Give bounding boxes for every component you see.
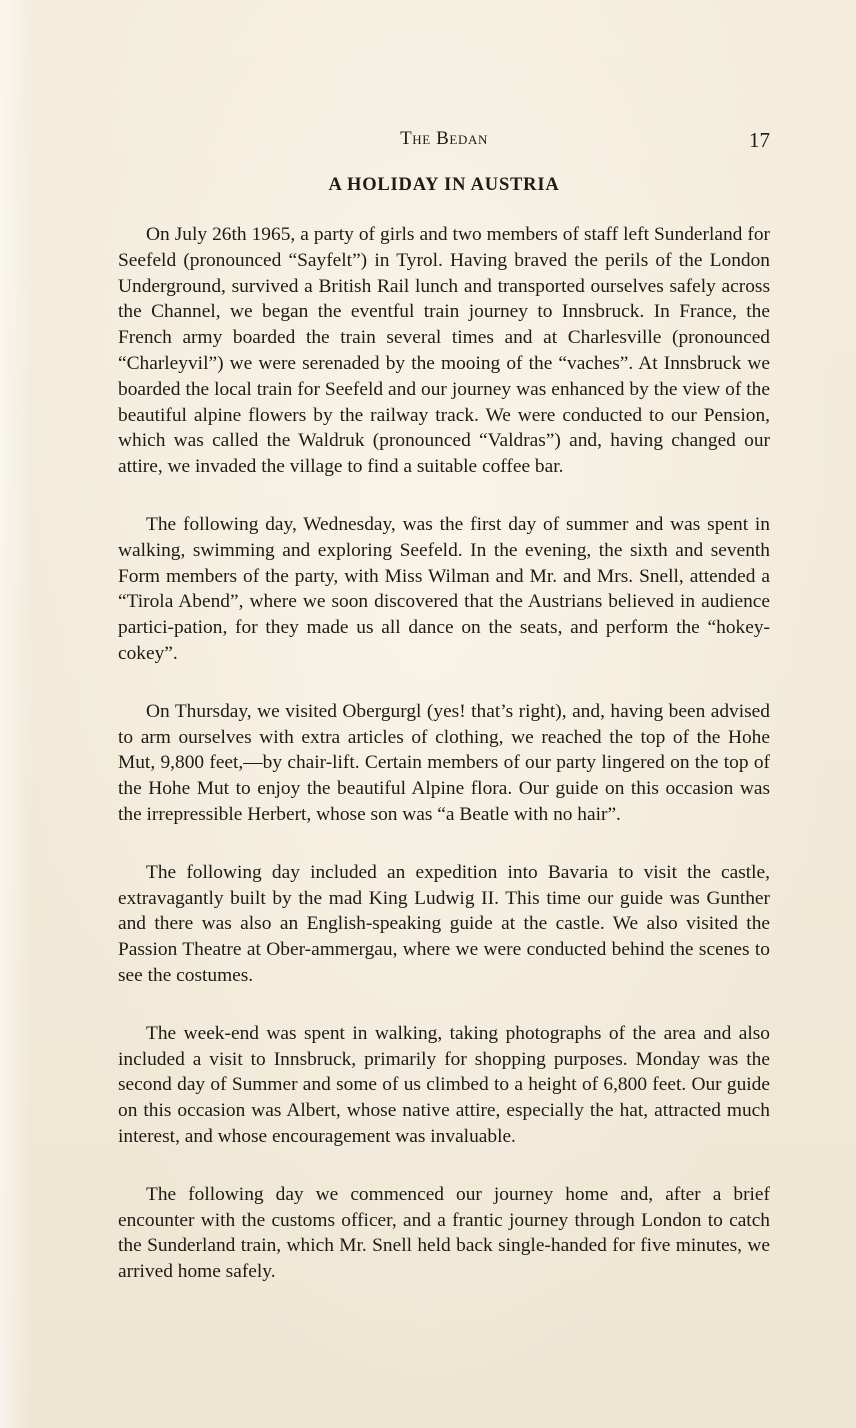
running-head <box>118 128 770 156</box>
paragraph-6: The following day we commenced our journey home and, after a brief encounter with the customs officer, and a frantic journey through London to catch the Sunderland train, which Mr. Snell held back single-handed for five minutes, we arrived home safely. <box>118 1183 770 1283</box>
paragraph-1: On July 26th 1965, a party of girls and two members of staff left Sunderland for Seefeld (pronounced “Sayfelt”) in Tyrol. Having braved the perils of the London Underground, survived a British Rail lunch and transported ourselves safely across the Channel, we began the eventful train journey to Innsbruck. In France, the French army boarded the train several times and at Charlesville (pronounced “Charleyvil”) we were serenaded by the mooing of the “vaches”. At Innsbruck we boarded the local train for Seefeld and our journey was enhanced by the view of the beautiful alpine flowers by the railway track. We were conducted to our Pension, which was called the Waldruk (pronounced “Valdras”) and, having changed our attire, we invaded the village to find a suitable coffee bar. <box>118 224 770 478</box>
running-title: The Bedan <box>400 128 488 149</box>
paragraph-4: The following day included an expedition into Bavaria to visit the castle, extravagantly built by the mad King Ludwig II. This time our guide was Gunther and there was also an English-speaking guide at the castle. We also visited the Passion Theatre at Ober-ammergau, where we were conducted behind the scenes to see the costumes. <box>118 861 770 986</box>
paragraph-2: The following day, Wednesday, was the first day of summer and was spent in walking, swimming and exploring Seefeld. In the evening, the sixth and seventh Form members of the party, with Miss Wilman and Mr. and Mrs. Snell, attended a “Tirola Abend”, where we soon discovered that the Austrians believed in audience partici-pation, for they made us all dance on the seats, and perform the “hokey-cokey”. <box>118 513 770 664</box>
page-edge <box>0 0 34 1428</box>
paragraph-3: On Thursday, we visited Obergurgl (yes! that’s right), and, having been advised to arm ourselves with extra articles of clothing, we reached the top of the Hohe Mut, 9,800 feet,—by chair-lift. Certain members of our party lingered on the top of the Hohe Mut to enjoy the beautiful Alpine flora. Our guide on this occasion was the irrepressible Herbert, whose son was “a Beatle with no hair”. <box>118 700 770 825</box>
paragraph-5: The week-end was spent in walking, taking photographs of the area and also included a visit to Innsbruck, primarily for shopping purposes. Monday was the second day of Summer and some of us climbed to a height of 6,800 feet. Our guide on this occasion was Albert, whose native attire, especially the hat, attracted much interest, and whose encouragement was invaluable. <box>118 1022 770 1147</box>
page-number: 17 <box>749 128 770 152</box>
article-title: A HOLIDAY IN AUSTRIA <box>328 175 560 195</box>
article-body <box>118 222 770 1317</box>
